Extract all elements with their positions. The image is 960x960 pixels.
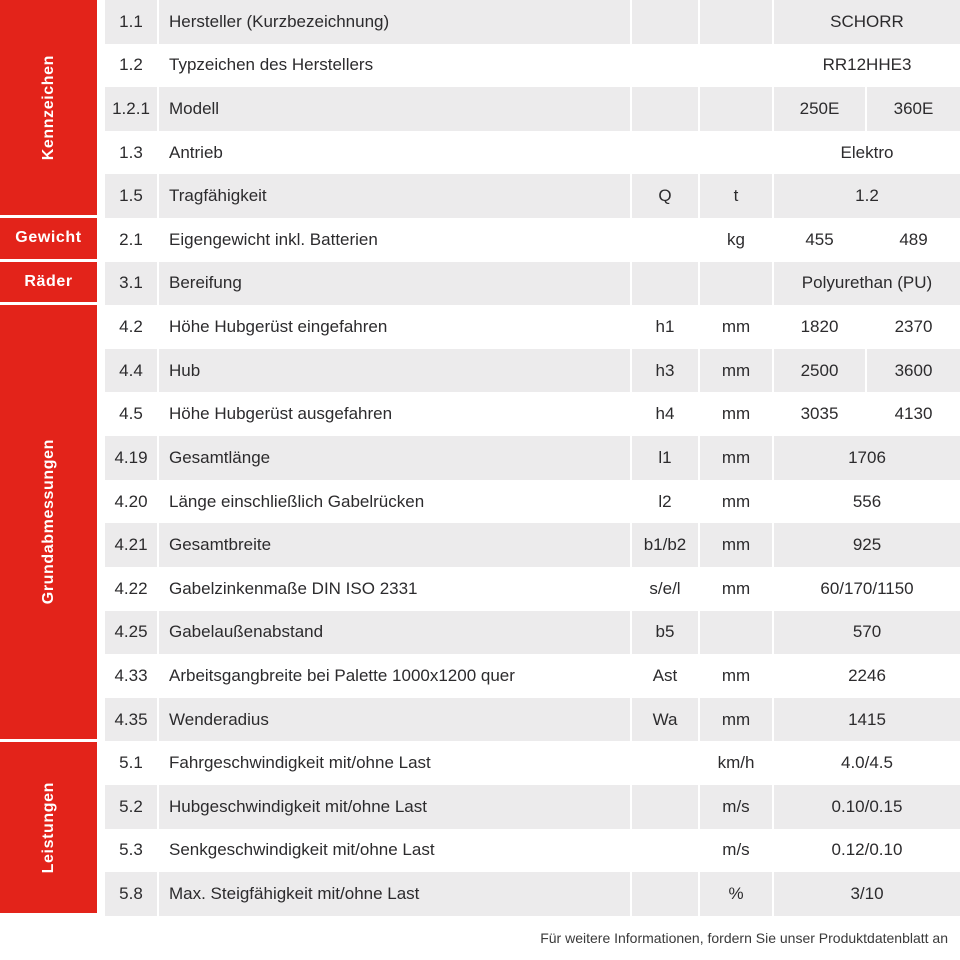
row-label: Hubgeschwindigkeit mit/ohne Last [157, 785, 630, 829]
row-unit: % [698, 872, 772, 916]
table-row-4.35 [105, 698, 960, 742]
row-number: 5.3 [105, 829, 157, 873]
category-leistungen [0, 742, 97, 913]
category-gewicht [0, 218, 97, 259]
row-unit: mm [698, 654, 772, 698]
row-unit: mm [698, 349, 772, 393]
row-value: 1415 [772, 698, 960, 742]
row-symbol [630, 872, 698, 916]
table-row-1.3 [105, 131, 960, 175]
row-unit: mm [698, 698, 772, 742]
table-row-4.19 [105, 436, 960, 480]
row-label: Höhe Hubgerüst eingefahren [157, 305, 630, 349]
row-label: Tragfähigkeit [157, 174, 630, 218]
row-number: 1.2 [105, 44, 157, 88]
row-value: 556 [772, 480, 960, 524]
row-unit: mm [698, 567, 772, 611]
category-label: Kennzeichen [39, 54, 57, 161]
row-number: 3.1 [105, 262, 157, 306]
row-label: Arbeitsgangbreite bei Palette 1000x1200 quer [157, 654, 630, 698]
row-number: 4.19 [105, 436, 157, 480]
row-symbol [630, 218, 698, 262]
row-label: Modell [157, 87, 630, 131]
row-unit [698, 131, 772, 175]
table-row-5.3 [105, 829, 960, 873]
row-label: Max. Steigfähigkeit mit/ohne Last [157, 872, 630, 916]
row-unit [698, 87, 772, 131]
table-row-1.2 [105, 44, 960, 88]
row-value-360E: 489 [865, 218, 960, 262]
row-value: Elektro [772, 131, 960, 175]
row-symbol [630, 741, 698, 785]
row-value: 60/170/1150 [772, 567, 960, 611]
table-row-3.1 [105, 262, 960, 306]
row-number: 4.35 [105, 698, 157, 742]
row-number: 4.4 [105, 349, 157, 393]
row-value: 925 [772, 523, 960, 567]
row-value: RR12HHE3 [772, 44, 960, 88]
row-value-250E: 2500 [772, 349, 865, 393]
category-label: Grundabmessungen [39, 439, 57, 605]
row-number: 1.2.1 [105, 87, 157, 131]
category-label: Leistungen [39, 781, 57, 873]
row-value: 3/10 [772, 872, 960, 916]
row-label: Gesamtlänge [157, 436, 630, 480]
row-symbol [630, 829, 698, 873]
category-sidebar [0, 0, 97, 916]
table-row-4.21 [105, 523, 960, 567]
row-value-250E: 3035 [772, 392, 865, 436]
row-number: 4.21 [105, 523, 157, 567]
row-unit: km/h [698, 741, 772, 785]
row-label: Hub [157, 349, 630, 393]
row-label: Länge einschließlich Gabelrücken [157, 480, 630, 524]
footer-note: Für weitere Informationen, fordern Sie unser Produktdatenblatt an [0, 916, 960, 960]
table-row-4.25 [105, 611, 960, 655]
row-label: Wenderadius [157, 698, 630, 742]
row-value: 4.0/4.5 [772, 741, 960, 785]
row-value: 570 [772, 611, 960, 655]
row-unit: mm [698, 392, 772, 436]
row-unit: kg [698, 218, 772, 262]
spec-table [105, 0, 960, 916]
row-number: 5.8 [105, 872, 157, 916]
row-number: 5.1 [105, 741, 157, 785]
row-value-360E: 2370 [865, 305, 960, 349]
row-symbol [630, 0, 698, 44]
row-value-360E: 360E [865, 87, 960, 131]
row-symbol [630, 44, 698, 88]
row-number: 4.2 [105, 305, 157, 349]
row-number: 2.1 [105, 218, 157, 262]
table-row-5.1 [105, 741, 960, 785]
row-symbol: Ast [630, 654, 698, 698]
row-unit: m/s [698, 785, 772, 829]
row-value-360E: 3600 [865, 349, 960, 393]
row-unit: t [698, 174, 772, 218]
row-symbol: h4 [630, 392, 698, 436]
row-symbol [630, 87, 698, 131]
row-value: Polyurethan (PU) [772, 262, 960, 306]
category-kennzeichen [0, 0, 97, 215]
row-symbol: Wa [630, 698, 698, 742]
category-raeder [0, 262, 97, 303]
row-number: 4.25 [105, 611, 157, 655]
row-label: Gesamtbreite [157, 523, 630, 567]
category-label: Gewicht [15, 229, 82, 247]
category-grundabmessungen [0, 305, 97, 738]
row-symbol [630, 785, 698, 829]
row-symbol [630, 262, 698, 306]
row-label: Hersteller (Kurzbezeichnung) [157, 0, 630, 44]
row-number: 1.1 [105, 0, 157, 44]
table-row-5.8 [105, 872, 960, 916]
row-label: Bereifung [157, 262, 630, 306]
row-unit: mm [698, 480, 772, 524]
row-label: Senkgeschwindigkeit mit/ohne Last [157, 829, 630, 873]
row-label: Antrieb [157, 131, 630, 175]
table-row-1.2.1 [105, 87, 960, 131]
row-label: Fahrgeschwindigkeit mit/ohne Last [157, 741, 630, 785]
table-row-4.20 [105, 480, 960, 524]
table-row-4.33 [105, 654, 960, 698]
row-symbol: l2 [630, 480, 698, 524]
row-unit [698, 0, 772, 44]
row-unit [698, 44, 772, 88]
row-unit [698, 262, 772, 306]
row-value: SCHORR [772, 0, 960, 44]
table-row-2.1 [105, 218, 960, 262]
row-value-250E: 455 [772, 218, 865, 262]
table-row-4.22 [105, 567, 960, 611]
table-row-4.2 [105, 305, 960, 349]
row-label: Gabelzinkenmaße DIN ISO 2331 [157, 567, 630, 611]
row-number: 1.5 [105, 174, 157, 218]
row-symbol: b5 [630, 611, 698, 655]
row-number: 4.22 [105, 567, 157, 611]
row-value: 1706 [772, 436, 960, 480]
row-symbol: h1 [630, 305, 698, 349]
row-unit: mm [698, 523, 772, 567]
category-label: Räder [24, 273, 73, 290]
row-value: 1.2 [772, 174, 960, 218]
row-number: 4.20 [105, 480, 157, 524]
row-number: 5.2 [105, 785, 157, 829]
row-label: Höhe Hubgerüst ausgefahren [157, 392, 630, 436]
row-unit [698, 611, 772, 655]
row-symbol: Q [630, 174, 698, 218]
row-value: 2246 [772, 654, 960, 698]
row-symbol: b1/b2 [630, 523, 698, 567]
row-value-360E: 4130 [865, 392, 960, 436]
row-symbol [630, 131, 698, 175]
table-row-1.5 [105, 174, 960, 218]
table-row-1.1 [105, 0, 960, 44]
row-number: 4.33 [105, 654, 157, 698]
row-symbol: s/e/l [630, 567, 698, 611]
row-label: Typzeichen des Herstellers [157, 44, 630, 88]
row-value-250E: 250E [772, 87, 865, 131]
row-number: 4.5 [105, 392, 157, 436]
row-value: 0.10/0.15 [772, 785, 960, 829]
row-label: Eigengewicht inkl. Batterien [157, 218, 630, 262]
table-row-5.2 [105, 785, 960, 829]
row-unit: mm [698, 305, 772, 349]
row-number: 1.3 [105, 131, 157, 175]
row-unit: mm [698, 436, 772, 480]
row-label: Gabelaußenabstand [157, 611, 630, 655]
table-row-4.5 [105, 392, 960, 436]
row-unit: m/s [698, 829, 772, 873]
table-row-4.4 [105, 349, 960, 393]
row-value: 0.12/0.10 [772, 829, 960, 873]
row-symbol: l1 [630, 436, 698, 480]
row-symbol: h3 [630, 349, 698, 393]
row-value-250E: 1820 [772, 305, 865, 349]
